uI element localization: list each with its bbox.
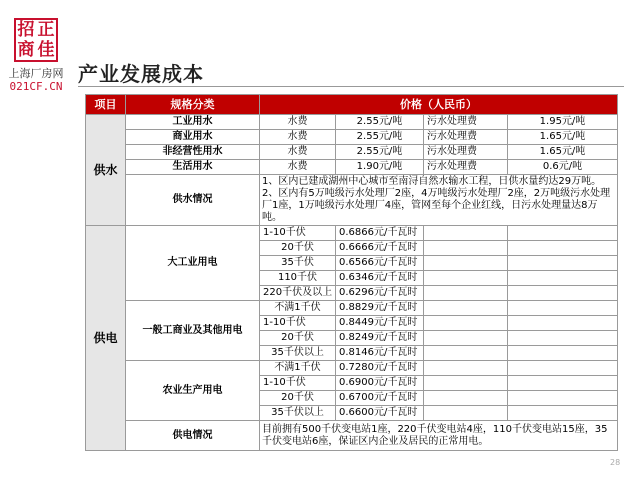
water-category: 生活用水 — [126, 160, 260, 175]
logo-site-name: 上海厂房网 — [8, 67, 64, 80]
power-price: 0.6666元/千瓦时 — [336, 241, 424, 256]
water-situation-text: 1、区内已建成湖州中心城市至南浔自然水输水工程，日供水量约达29万吨。 2、区内有5万吨级污水处理厂2座，4万吨级污水处理厂2座，2万吨级污水处理厂1座，1万吨级污水处理厂4座，管网至每个企业红线，日污水处理量达8万吨。 — [260, 175, 618, 226]
voltage: 35千伏 — [260, 256, 336, 271]
sewage-fee-label: 污水处理费 — [424, 115, 508, 130]
water-price: 1.90元/吨 — [336, 160, 424, 175]
logo-char: 正 — [37, 19, 55, 40]
page-title: 产业发展成本 — [78, 62, 204, 86]
sewage-price: 1.95元/吨 — [508, 115, 618, 130]
voltage: 110千伏 — [260, 271, 336, 286]
cost-table — [85, 94, 618, 451]
voltage: 20千伏 — [260, 331, 336, 346]
header-spec: 规格分类 — [126, 95, 260, 115]
voltage: 不满1千伏 — [260, 301, 336, 316]
table-row — [86, 115, 618, 130]
water-fee-label: 水费 — [260, 145, 336, 160]
table-row — [86, 130, 618, 145]
sewage-price: 1.65元/吨 — [508, 145, 618, 160]
sewage-price: 1.65元/吨 — [508, 130, 618, 145]
sewage-fee-label: 污水处理费 — [424, 130, 508, 145]
logo-char: 佳 — [37, 39, 55, 60]
table-row — [86, 145, 618, 160]
sewage-fee-label: 污水处理费 — [424, 145, 508, 160]
power-price: 0.8449元/千瓦时 — [336, 316, 424, 331]
table-row — [86, 421, 618, 451]
water-category: 工业用水 — [126, 115, 260, 130]
power-price: 0.6600元/千瓦时 — [336, 406, 424, 421]
voltage: 220千伏及以上 — [260, 286, 336, 301]
table-row — [86, 160, 618, 175]
water-category: 商业用水 — [126, 130, 260, 145]
table-row — [86, 301, 618, 316]
table-row — [86, 226, 618, 241]
logo-seal — [14, 18, 58, 62]
water-fee-label: 水费 — [260, 160, 336, 175]
power-price: 0.6566元/千瓦时 — [336, 256, 424, 271]
section-water: 供水 — [86, 115, 126, 226]
header-price: 价格（人民币） — [260, 95, 618, 115]
header-item: 项目 — [86, 95, 126, 115]
power-price: 0.8829元/千瓦时 — [336, 301, 424, 316]
logo-site-url: 021CF.CN — [9, 80, 63, 93]
power-price: 0.6866元/千瓦时 — [336, 226, 424, 241]
page-number: 28 — [610, 458, 621, 467]
power-category: 大工业用电 — [126, 226, 260, 301]
voltage: 1-10千伏 — [260, 226, 336, 241]
power-price: 0.6700元/千瓦时 — [336, 391, 424, 406]
power-price: 0.7280元/千瓦时 — [336, 361, 424, 376]
voltage: 1-10千伏 — [260, 376, 336, 391]
water-fee-label: 水费 — [260, 130, 336, 145]
section-power: 供电 — [86, 226, 126, 451]
voltage: 35千伏以上 — [260, 346, 336, 361]
power-category: 一般工商业及其他用电 — [126, 301, 260, 361]
table-header-row — [86, 95, 618, 115]
voltage: 1-10千伏 — [260, 316, 336, 331]
power-situation-label: 供电情况 — [126, 421, 260, 451]
voltage: 不满1千伏 — [260, 361, 336, 376]
power-price: 0.6346元/千瓦时 — [336, 271, 424, 286]
voltage: 35千伏以上 — [260, 406, 336, 421]
water-price: 2.55元/吨 — [336, 130, 424, 145]
power-price: 0.6900元/千瓦时 — [336, 376, 424, 391]
voltage: 20千伏 — [260, 391, 336, 406]
logo-char: 招 — [17, 19, 35, 40]
water-situation-label: 供水情况 — [126, 175, 260, 226]
sewage-fee-label: 污水处理费 — [424, 160, 508, 175]
power-price: 0.8249元/千瓦时 — [336, 331, 424, 346]
water-category: 非经营性用水 — [126, 145, 260, 160]
power-situation-text: 目前拥有500千伏变电站1座，220千伏变电站4座，110千伏变电站15座，35千伏变电站6座，保证区内企业及居民的正常用电。 — [260, 421, 618, 451]
table-row — [86, 361, 618, 376]
sewage-price: 0.6元/吨 — [508, 160, 618, 175]
water-fee-label: 水费 — [260, 115, 336, 130]
power-category: 农业生产用电 — [126, 361, 260, 421]
water-price: 2.55元/吨 — [336, 115, 424, 130]
title-divider — [78, 86, 624, 87]
power-price: 0.6296元/千瓦时 — [336, 286, 424, 301]
water-price: 2.55元/吨 — [336, 145, 424, 160]
logo — [4, 18, 68, 96]
logo-char: 商 — [17, 39, 35, 60]
voltage: 20千伏 — [260, 241, 336, 256]
table-row — [86, 175, 618, 226]
power-price: 0.8146元/千瓦时 — [336, 346, 424, 361]
